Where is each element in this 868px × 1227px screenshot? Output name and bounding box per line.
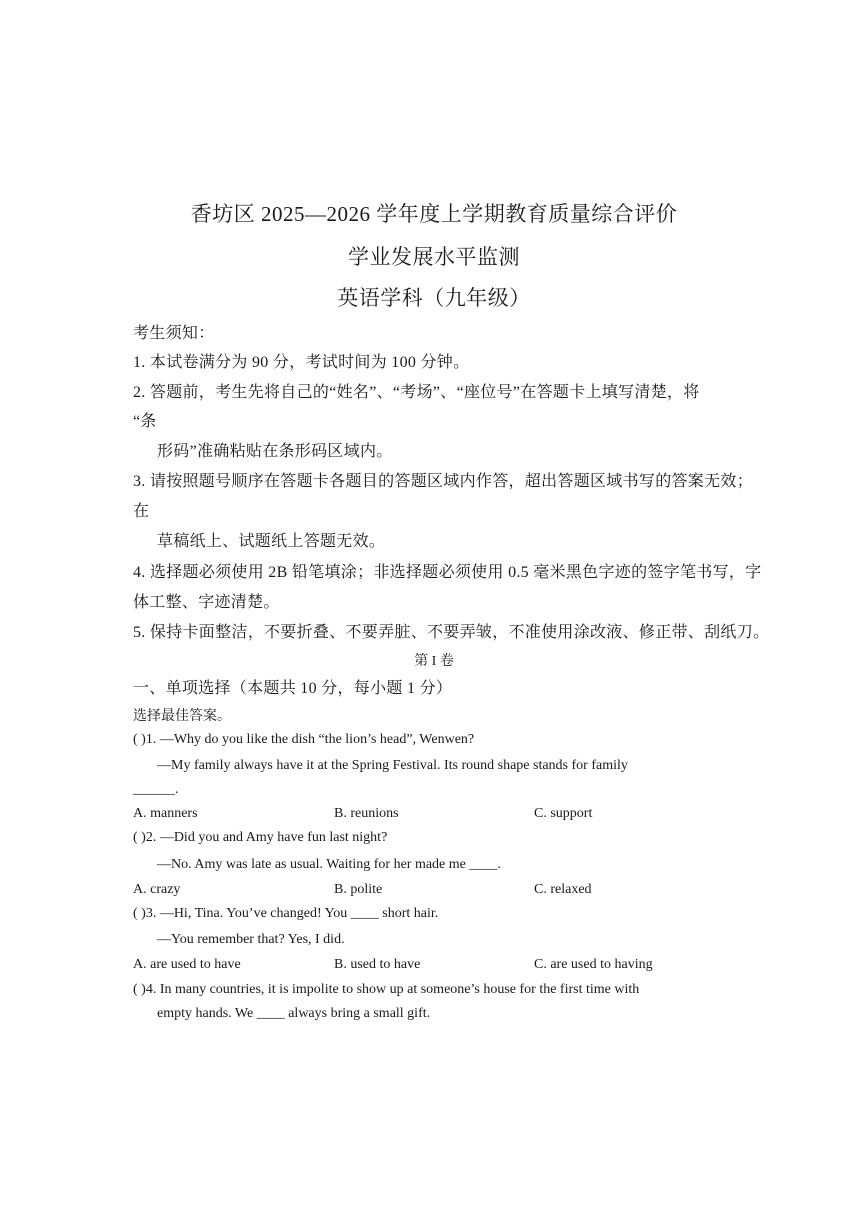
notice-item-3-cont: 草稿纸上、试题纸上答题无效。 — [157, 533, 386, 550]
question-1-blank: ______. — [133, 782, 179, 797]
question-3-option-a: A. are used to have — [133, 957, 241, 972]
exam-title-line3: 英语学科（九年级） — [337, 286, 531, 310]
notice-item-3-wrap: 在 — [133, 503, 150, 520]
notice-item-2-cont: 形码”准确粘贴在条形码区域内。 — [157, 443, 393, 460]
notice-item-1: 1. 本试卷满分为 90 分，考试时间为 100 分钟。 — [133, 354, 470, 371]
volume-label: 第 I 卷 — [414, 654, 454, 669]
question-3-reply: —You remember that? Yes, I did. — [157, 932, 345, 947]
section-title: 一、单项选择（本题共 10 分，每小题 1 分） — [133, 680, 453, 697]
question-2-stem: ( )2. —Did you and Amy have fun last night? — [133, 830, 388, 845]
question-4-cont: empty hands. We ____ always bring a small gift. — [157, 1006, 431, 1021]
question-1-stem: ( )1. —Why do you like the dish “the lion’s head”, Wenwen? — [133, 732, 475, 747]
notice-item-4: 4. 选择题必须使用 2B 铅笔填涂；非选择题必须使用 0.5 毫米黑色字迹的签字笔书写，字 — [133, 564, 762, 581]
question-1-option-b: B. reunions — [334, 806, 399, 821]
question-1-option-a: A. manners — [133, 806, 198, 821]
notice-item-3: 3. 请按照题号顺序在答题卡各题目的答题区域内作答，超出答题区域书写的答案无效； — [133, 473, 754, 490]
question-2-option-c: C. relaxed — [534, 882, 592, 897]
notice-item-2: 2. 答题前，考生先将自己的“姓名”、“考场”、“座位号”在答题卡上填写清楚，将 — [133, 384, 700, 401]
question-3-option-c: C. are used to having — [534, 957, 653, 972]
question-1-reply: —My family always have it at the Spring Festival. Its round shape stands for family — [157, 758, 628, 773]
question-3-stem: ( )3. —Hi, Tina. You’ve changed! You ____ short hair. — [133, 906, 439, 921]
exam-title-line1: 香坊区 2025—2026 学年度上学期教育质量综合评价 — [190, 202, 678, 226]
question-3-option-b: B. used to have — [334, 957, 421, 972]
question-4-stem: ( )4. In many countries, it is impolite to show up at someone’s house for the first time with — [133, 982, 640, 997]
notice-item-4-cont: 体工整、字迹清楚。 — [133, 594, 280, 611]
question-1-option-c: C. support — [534, 806, 593, 821]
notice-item-5: 5. 保持卡面整洁，不要折叠、不要弄脏、不要弄皱，不准使用涂改液、修正带、刮纸刀。 — [133, 624, 770, 641]
notice-item-2-wrap: “条 — [133, 413, 157, 430]
notice-heading: 考生须知： — [133, 325, 215, 342]
question-2-reply: —No. Amy was late as usual. Waiting for her made me ____. — [157, 857, 501, 872]
question-2-option-b: B. polite — [334, 882, 383, 897]
section-instruction: 选择最佳答案。 — [133, 709, 231, 724]
exam-title-line2: 学业发展水平监测 — [348, 245, 520, 269]
question-2-option-a: A. crazy — [133, 882, 181, 897]
